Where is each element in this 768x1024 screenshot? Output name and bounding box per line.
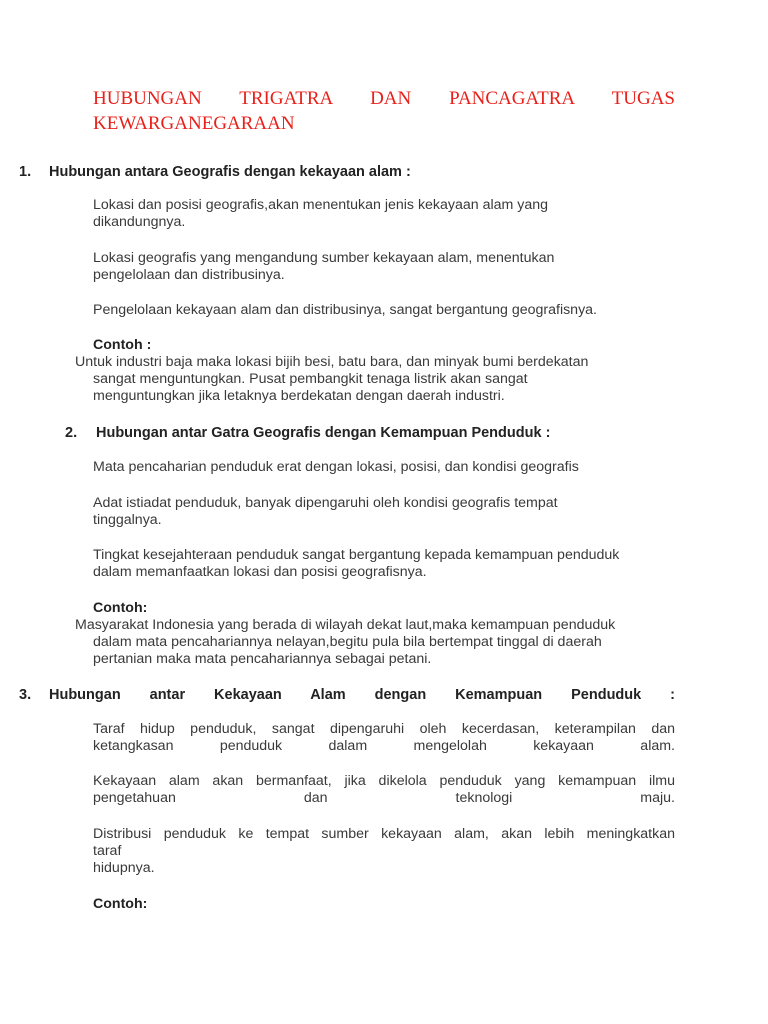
section-3-number: 3. <box>19 687 32 703</box>
section-3-contoh-label: Contoh: <box>93 896 148 912</box>
paragraph-line: ketangkasan penduduk dalam mengelolah kekayaan alam. <box>93 738 675 754</box>
section-2-number: 2. <box>65 425 78 441</box>
paragraph-line: Kekayaan alam akan bermanfaat, jika dikelola penduduk yang kemampuan ilmu <box>93 773 675 789</box>
example-line: Masyarakat Indonesia yang berada di wilayah dekat laut,maka kemampuan penduduk <box>75 617 616 633</box>
title-line-1: HUBUNGAN TRIGATRA DAN PANCAGATRA TUGAS <box>93 88 675 109</box>
section-1-paragraph-1 <box>93 197 675 231</box>
paragraph-line: Distribusi penduduk ke tempat sumber kekayaan alam, akan lebih meningkatkan <box>93 826 675 842</box>
section-1-number: 1. <box>19 164 32 180</box>
section-2-heading-text: Hubungan antar Gatra Geografis dengan Kemampuan Penduduk : <box>96 425 551 441</box>
paragraph-line: Lokasi geografis yang mengandung sumber kekayaan alam, menentukan <box>93 250 555 266</box>
document-title <box>93 86 675 136</box>
paragraph-line: pengetahuan dan teknologi maju. <box>93 790 675 806</box>
section-3-paragraph-2 <box>93 773 675 807</box>
section-3-paragraph-1 <box>93 721 675 755</box>
example-line: menguntungkan jika letaknya berdekatan dengan daerah industri. <box>93 388 505 404</box>
section-3-paragraph-3 <box>93 826 675 877</box>
paragraph-line: Pengelolaan kekayaan alam dan distribusinya, sangat bergantung geografisnya. <box>93 302 598 318</box>
paragraph-line: Taraf hidup penduduk, sangat dipengaruhi oleh kecerdasan, keterampilan dan <box>93 721 675 737</box>
example-line: pertanian maka mata pencahariannya sebagai petani. <box>93 651 432 667</box>
section-2-paragraph-1 <box>93 459 675 476</box>
paragraph-line: taraf <box>93 843 122 859</box>
title-line-2: KEWARGANEGARAAN <box>93 113 295 134</box>
section-2-example <box>75 617 675 668</box>
section-2-contoh-label: Contoh: <box>93 600 148 616</box>
example-line: Untuk industri baja maka lokasi bijih besi, batu bara, dan minyak bumi berdekatan <box>75 354 589 370</box>
section-1-paragraph-2 <box>93 250 675 284</box>
paragraph-line: Mata pencaharian penduduk erat dengan lokasi, posisi, dan kondisi geografis <box>93 459 579 475</box>
section-1-paragraph-3 <box>93 302 675 319</box>
example-line: sangat menguntungkan. Pusat pembangkit tenaga listrik akan sangat <box>93 371 528 387</box>
section-1-contoh-label: Contoh : <box>93 337 152 353</box>
paragraph-line: pengelolaan dan distribusinya. <box>93 267 285 283</box>
paragraph-line: Adat istiadat penduduk, banyak dipengaruhi oleh kondisi geografis tempat <box>93 495 558 511</box>
example-line: dalam mata pencahariannya nelayan,begitu pula bila bertempat tinggal di daerah <box>93 634 602 650</box>
section-3-heading-text: Hubungan antar Kekayaan Alam dengan Kemampuan Penduduk : <box>49 687 675 703</box>
paragraph-line: Tingkat kesejahteraan penduduk sangat bergantung kepada kemampuan penduduk <box>93 547 620 563</box>
section-2-paragraph-2 <box>93 495 675 529</box>
paragraph-line: tinggalnya. <box>93 512 162 528</box>
paragraph-line: hidupnya. <box>93 860 155 876</box>
paragraph-line: dikandungnya. <box>93 214 186 230</box>
paragraph-line: dalam memanfaatkan lokasi dan posisi geografisnya. <box>93 564 427 580</box>
section-1-heading-text: Hubungan antara Geografis dengan kekayaan alam : <box>49 164 411 180</box>
section-1-example <box>75 354 675 405</box>
section-2-paragraph-3 <box>93 547 675 581</box>
paragraph-line: Lokasi dan posisi geografis,akan menentukan jenis kekayaan alam yang <box>93 197 549 213</box>
